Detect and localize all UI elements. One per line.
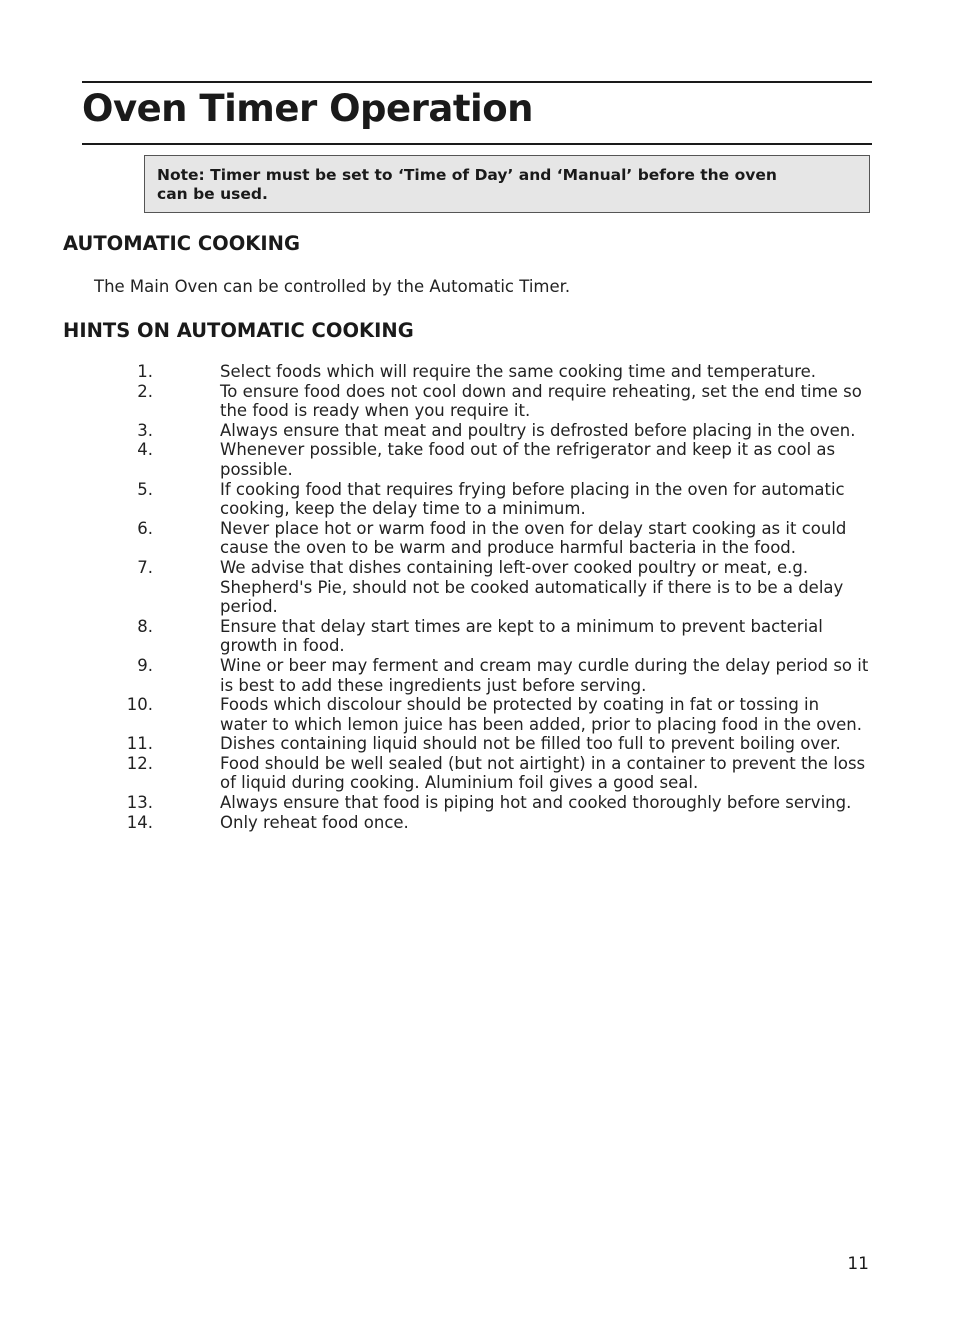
list-item-text: Wine or beer may ferment and cream may curdle during the delay period so it is best to add these ingredients just before serving.	[220, 655, 869, 695]
list-item-text: Food should be well sealed (but not airtight) in a container to prevent the loss of liquid during cooking. Aluminium foil gives a good seal.	[220, 753, 866, 793]
note-box	[144, 155, 870, 213]
list-item	[100, 754, 870, 793]
list-item	[100, 734, 870, 754]
list-item	[100, 656, 870, 695]
list-item-text: We advise that dishes containing left-over cooked poultry or meat, e.g. Shepherd's Pie, should not be cooked automatically if there is to be a delay period.	[220, 557, 844, 617]
list-item-number: 9.	[137, 655, 153, 675]
list-item	[100, 440, 870, 479]
list-item-number: 13.	[126, 793, 153, 813]
hints-list	[100, 362, 870, 832]
list-item-text: Ensure that delay start times are kept to a minimum to prevent bacterial growth in food.	[220, 616, 823, 656]
list-item-number: 12.	[126, 753, 153, 773]
list-item	[100, 362, 870, 382]
list-item	[100, 813, 870, 833]
list-item	[100, 480, 870, 519]
list-item-number: 3.	[137, 420, 153, 440]
page-title: Oven Timer Operation	[82, 87, 533, 130]
list-item-text: Whenever possible, take food out of the refrigerator and keep it as cool as possible.	[220, 440, 836, 479]
page-number: 11	[847, 1254, 869, 1274]
list-item-text: Always ensure that meat and poultry is defrosted before placing in the oven.	[220, 420, 856, 440]
title-rule-top	[82, 81, 872, 83]
list-item-number: 11.	[126, 734, 153, 754]
list-item	[100, 793, 870, 813]
list-item-number: 8.	[137, 616, 153, 636]
note-text	[157, 166, 797, 204]
list-item-text: If cooking food that requires frying before placing in the oven for automatic cooking, keep the delay time to a minimum.	[220, 479, 845, 519]
list-item-number: 5.	[137, 479, 153, 499]
list-item-number: 2.	[137, 381, 153, 401]
list-item-number: 4.	[137, 440, 153, 460]
list-item	[100, 558, 870, 617]
list-item	[100, 421, 870, 441]
list-item-text: To ensure food does not cool down and require reheating, set the end time so the food is ready when you require it.	[220, 381, 862, 421]
list-item-text: Never place hot or warm food in the oven for delay start cooking as it could cause the oven to be warm and produce harmful bacteria in the food.	[220, 518, 847, 558]
list-item	[100, 695, 870, 734]
hints-heading: HINTS ON AUTOMATIC COOKING	[63, 319, 414, 342]
automatic-cooking-heading: AUTOMATIC COOKING	[63, 232, 300, 255]
list-item-number: 14.	[126, 812, 153, 832]
list-item-number: 1.	[137, 362, 153, 381]
list-item-text: Dishes containing liquid should not be filled too full to prevent boiling over.	[220, 734, 841, 754]
list-item-number: 10.	[126, 695, 153, 715]
automatic-cooking-text: The Main Oven can be controlled by the Automatic Timer.	[94, 277, 571, 296]
list-item	[100, 382, 870, 421]
list-item-text: Always ensure that food is piping hot and cooked thoroughly before serving.	[220, 793, 852, 813]
list-item-number: 7.	[137, 557, 153, 577]
list-item-text: Only reheat food once.	[220, 812, 409, 832]
note-line-2: can be used.	[157, 185, 268, 203]
note-line-1: Note: Timer must be set to ‘Time of Day’ and ‘Manual’ before the oven	[157, 166, 777, 184]
list-item	[100, 519, 870, 558]
list-item-number: 6.	[137, 518, 153, 538]
list-item-text: Select foods which will require the same cooking time and temperature.	[220, 362, 817, 381]
title-rule-bottom	[82, 143, 872, 145]
list-item	[100, 617, 870, 656]
list-item-text: Foods which discolour should be protected by coating in fat or tossing in water to which lemon juice has been added, prior to placing food in the oven.	[220, 695, 862, 734]
